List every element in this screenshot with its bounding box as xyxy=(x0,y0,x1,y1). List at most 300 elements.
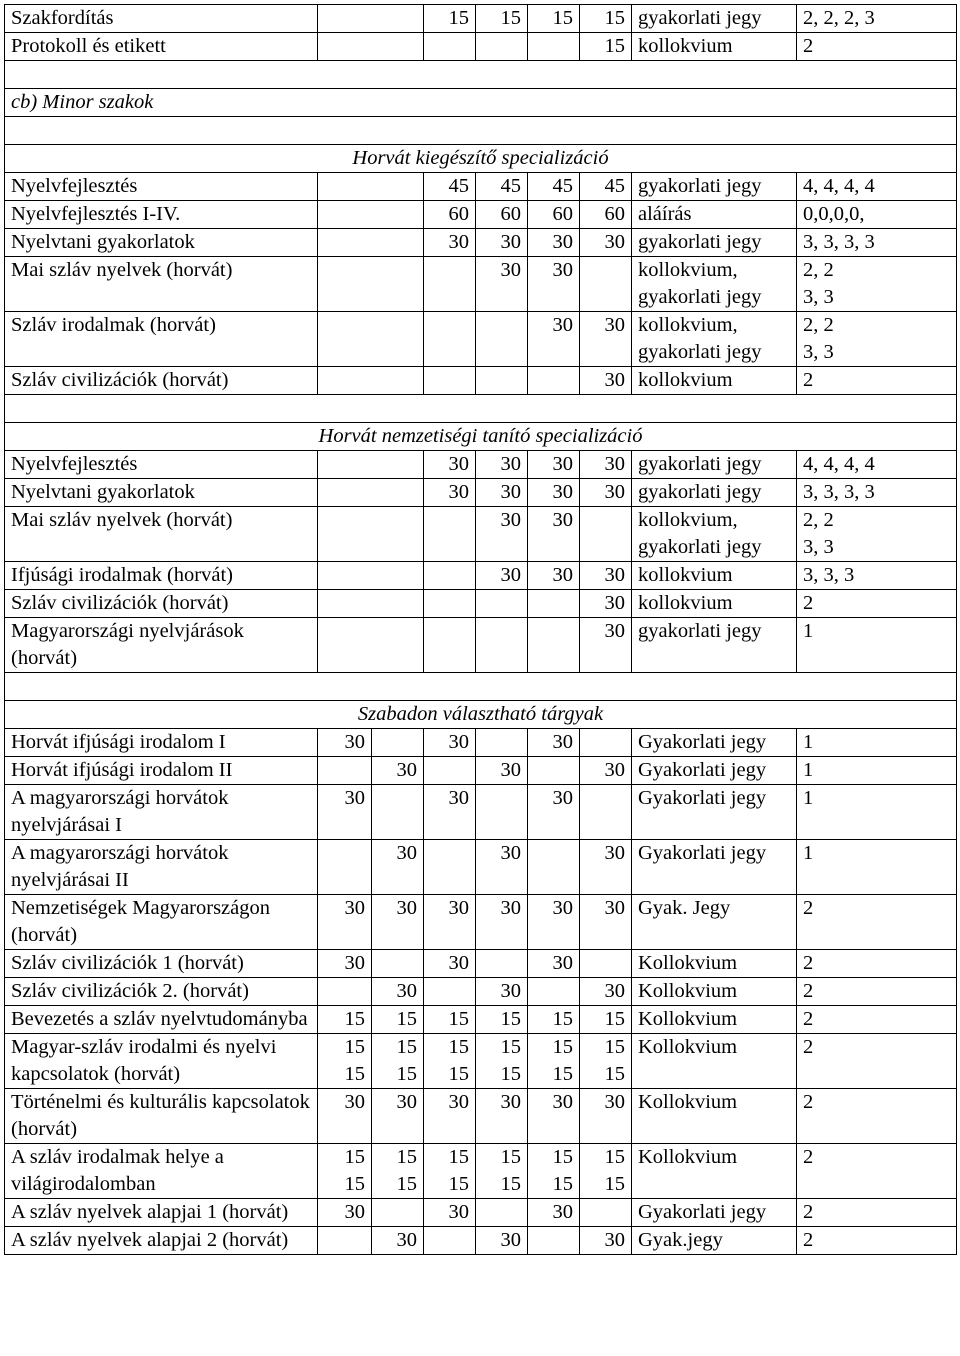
spacer-cell xyxy=(5,395,957,423)
exam-type xyxy=(632,1227,797,1255)
credits xyxy=(797,5,957,33)
credits-line: 3, 3, 3 xyxy=(803,564,855,586)
exam-type-line: Gyakorlati jegy xyxy=(638,787,767,809)
exam-type-line: kollokvium xyxy=(638,592,733,614)
course-row xyxy=(5,1089,957,1144)
course-row xyxy=(5,729,957,757)
hours-cell: 30 xyxy=(580,978,632,1006)
hours-cell xyxy=(528,367,580,395)
hours-cell: 30 xyxy=(424,1089,476,1144)
credits xyxy=(797,201,957,229)
hours-cell: 30 xyxy=(528,229,580,257)
hours-cell: 30 xyxy=(580,1089,632,1144)
hours-cell: 15 15 xyxy=(424,1034,476,1089)
exam-type-line: gyakorlati jegy xyxy=(638,286,762,308)
credits-line: 2 xyxy=(803,1229,814,1251)
credits-line: 2 xyxy=(803,980,814,1002)
hours-cell: 30 xyxy=(318,1089,372,1144)
course-row xyxy=(5,201,957,229)
exam-type xyxy=(632,479,797,507)
hours-cell: 15 15 xyxy=(424,1144,476,1199)
hours-cell: 30 xyxy=(528,257,580,312)
credits xyxy=(797,1034,957,1089)
credits-line: 2 xyxy=(803,1146,814,1168)
hours-cell: 30 xyxy=(476,1227,528,1255)
hours-cell xyxy=(424,840,476,895)
hours-cell: 45 xyxy=(424,173,476,201)
exam-type-line: Kollokvium xyxy=(638,1008,738,1030)
course-row xyxy=(5,257,957,312)
course-name: Nemzetiségek Magyarországon (horvát) xyxy=(5,895,318,950)
credits-line: 1 xyxy=(803,787,814,809)
hours-cell: 30 xyxy=(528,507,580,562)
credits-line: 2 xyxy=(803,369,814,391)
hours-cell: 15 15 xyxy=(372,1144,424,1199)
hours-cell: 30 xyxy=(424,229,476,257)
empty-cell xyxy=(318,367,424,395)
section-header-row xyxy=(5,701,957,729)
hours-cell: 30 xyxy=(580,1227,632,1255)
section-header: Horvát nemzetiségi tanító specializáció xyxy=(5,423,957,451)
course-name: Nyelvtani gyakorlatok xyxy=(5,229,318,257)
hours-cell: 15 15 xyxy=(318,1144,372,1199)
credits-line: 0,0,0,0, xyxy=(803,203,865,225)
hours-cell: 30 xyxy=(528,1089,580,1144)
hours-cell xyxy=(528,590,580,618)
exam-type xyxy=(632,312,797,367)
credits-line: 3, 3, 3, 3 xyxy=(803,231,875,253)
hours-cell: 30 xyxy=(580,451,632,479)
credits-line: 2 xyxy=(803,1008,814,1030)
exam-type-line: kollokvium, xyxy=(638,314,738,336)
course-row xyxy=(5,367,957,395)
exam-type-line: gyakorlati jegy xyxy=(638,536,762,558)
hours-cell xyxy=(476,367,528,395)
empty-cell xyxy=(318,507,424,562)
hours-cell xyxy=(424,757,476,785)
course-row xyxy=(5,33,957,61)
credits-line: 2 xyxy=(803,952,814,974)
credits xyxy=(797,1089,957,1144)
course-name: A szláv nyelvek alapjai 1 (horvát) xyxy=(5,1199,318,1227)
credits-line: 4, 4, 4, 4 xyxy=(803,453,875,475)
hours-cell xyxy=(424,562,476,590)
hours-cell: 30 xyxy=(318,895,372,950)
credits xyxy=(797,590,957,618)
hours-cell: 30 xyxy=(476,757,528,785)
course-name: Szláv irodalmak (horvát) xyxy=(5,312,318,367)
hours-cell: 30 xyxy=(528,950,580,978)
hours-cell xyxy=(318,840,372,895)
credits xyxy=(797,1227,957,1255)
hours-cell xyxy=(476,33,528,61)
hours-cell: 15 xyxy=(528,5,580,33)
credits-line: 2, 2, 2, 3 xyxy=(803,7,875,29)
hours-cell: 15 xyxy=(372,1006,424,1034)
hours-cell: 30 xyxy=(580,562,632,590)
hours-cell: 30 xyxy=(318,785,372,840)
hours-cell xyxy=(424,507,476,562)
exam-type xyxy=(632,590,797,618)
hours-cell xyxy=(318,1227,372,1255)
course-name: Nyelvfejlesztés xyxy=(5,451,318,479)
exam-type xyxy=(632,507,797,562)
hours-cell: 30 xyxy=(424,785,476,840)
exam-type-line: Kollokvium xyxy=(638,952,738,974)
hours-cell xyxy=(372,785,424,840)
exam-type-line: gyakorlati jegy xyxy=(638,453,762,475)
hours-cell: 30 xyxy=(424,895,476,950)
exam-type xyxy=(632,201,797,229)
hours-cell xyxy=(318,978,372,1006)
hours-cell xyxy=(424,978,476,1006)
credits-line: 1 xyxy=(803,620,814,642)
credits xyxy=(797,785,957,840)
course-name: Szláv civilizációk (horvát) xyxy=(5,367,318,395)
empty-cell xyxy=(318,33,424,61)
hours-cell: 15 xyxy=(528,1006,580,1034)
course-name: Bevezetés a szláv nyelvtudományba xyxy=(5,1006,318,1034)
exam-type xyxy=(632,1006,797,1034)
credits xyxy=(797,257,957,312)
hours-cell xyxy=(476,618,528,673)
hours-cell: 30 xyxy=(372,1089,424,1144)
course-name: Ifjúsági irodalmak (horvát) xyxy=(5,562,318,590)
exam-type xyxy=(632,367,797,395)
exam-type-line: Gyakorlati jegy xyxy=(638,759,767,781)
hours-cell xyxy=(580,729,632,757)
credits-line: 2 xyxy=(803,592,814,614)
empty-cell xyxy=(318,618,424,673)
hours-cell xyxy=(528,33,580,61)
hours-cell: 30 xyxy=(528,895,580,950)
credits-line: 4, 4, 4, 4 xyxy=(803,175,875,197)
hours-cell: 30 xyxy=(580,479,632,507)
hours-cell xyxy=(476,590,528,618)
course-row xyxy=(5,618,957,673)
credits xyxy=(797,950,957,978)
hours-cell: 15 xyxy=(580,33,632,61)
hours-cell xyxy=(528,618,580,673)
credits xyxy=(797,562,957,590)
hours-cell: 15 15 xyxy=(476,1034,528,1089)
hours-cell xyxy=(580,1199,632,1227)
exam-type xyxy=(632,257,797,312)
credits xyxy=(797,618,957,673)
credits xyxy=(797,367,957,395)
credits-line: 1 xyxy=(803,842,814,864)
exam-type-line: gyakorlati jegy xyxy=(638,231,762,253)
hours-cell xyxy=(424,33,476,61)
credits xyxy=(797,479,957,507)
exam-type xyxy=(632,1144,797,1199)
hours-cell: 30 xyxy=(424,729,476,757)
spacer-row xyxy=(5,61,957,89)
hours-cell xyxy=(528,1227,580,1255)
course-row xyxy=(5,312,957,367)
subsection-title-row xyxy=(5,89,957,117)
course-name: Mai szláv nyelvek (horvát) xyxy=(5,257,318,312)
exam-type xyxy=(632,978,797,1006)
course-name: Magyarországi nyelvjárások (horvát) xyxy=(5,618,318,673)
course-row xyxy=(5,757,957,785)
course-row xyxy=(5,507,957,562)
hours-cell: 30 xyxy=(476,895,528,950)
hours-cell: 15 xyxy=(424,5,476,33)
hours-cell xyxy=(476,1199,528,1227)
exam-type-line: gyakorlati jegy xyxy=(638,175,762,197)
hours-cell: 30 xyxy=(424,1199,476,1227)
hours-cell xyxy=(372,950,424,978)
empty-cell xyxy=(318,229,424,257)
course-row xyxy=(5,451,957,479)
course-row xyxy=(5,229,957,257)
hours-cell: 30 xyxy=(476,840,528,895)
empty-cell xyxy=(318,451,424,479)
hours-cell: 15 15 xyxy=(528,1144,580,1199)
course-row xyxy=(5,950,957,978)
hours-cell: 30 xyxy=(476,1089,528,1144)
empty-cell xyxy=(318,479,424,507)
hours-cell xyxy=(476,312,528,367)
hours-cell xyxy=(372,1199,424,1227)
hours-cell: 15 xyxy=(580,5,632,33)
hours-cell: 30 xyxy=(580,590,632,618)
exam-type-line: Gyakorlati jegy xyxy=(638,731,767,753)
credits xyxy=(797,1199,957,1227)
credits xyxy=(797,978,957,1006)
course-name: Szláv civilizációk 2. (horvát) xyxy=(5,978,318,1006)
exam-type xyxy=(632,33,797,61)
hours-cell: 30 xyxy=(528,479,580,507)
empty-cell xyxy=(318,562,424,590)
course-row xyxy=(5,1034,957,1089)
credits-line: 3, 3 xyxy=(803,286,834,308)
hours-cell: 30 xyxy=(476,451,528,479)
credits xyxy=(797,757,957,785)
exam-type-line: Gyak.jegy xyxy=(638,1229,723,1251)
hours-cell: 30 xyxy=(476,479,528,507)
hours-cell: 30 xyxy=(580,618,632,673)
course-name: Horvát ifjúsági irodalom I xyxy=(5,729,318,757)
exam-type-line: aláírás xyxy=(638,203,692,225)
exam-type xyxy=(632,562,797,590)
exam-type-line: Gyakorlati jegy xyxy=(638,1201,767,1223)
hours-cell: 30 xyxy=(580,229,632,257)
course-name: Mai szláv nyelvek (horvát) xyxy=(5,507,318,562)
hours-cell: 30 xyxy=(528,451,580,479)
exam-type xyxy=(632,1034,797,1089)
course-name: Szakfordítás xyxy=(5,5,318,33)
credits xyxy=(797,312,957,367)
hours-cell xyxy=(580,950,632,978)
hours-cell: 15 xyxy=(580,1006,632,1034)
exam-type-line: kollokvium, xyxy=(638,509,738,531)
exam-type xyxy=(632,618,797,673)
hours-cell: 15 15 xyxy=(372,1034,424,1089)
credits-line: 3, 3 xyxy=(803,341,834,363)
hours-cell: 30 xyxy=(372,895,424,950)
credits-line: 2, 2 xyxy=(803,314,834,336)
exam-type-line: gyakorlati jegy xyxy=(638,481,762,503)
course-row xyxy=(5,895,957,950)
hours-cell: 30 xyxy=(424,950,476,978)
exam-type-line: kollokvium xyxy=(638,564,733,586)
hours-cell: 30 xyxy=(476,229,528,257)
empty-cell xyxy=(318,201,424,229)
hours-cell: 30 xyxy=(476,507,528,562)
hours-cell: 30 xyxy=(528,729,580,757)
credits-line: 2 xyxy=(803,897,814,919)
course-row xyxy=(5,1144,957,1199)
credits xyxy=(797,1144,957,1199)
credits xyxy=(797,173,957,201)
credits-line: 2 xyxy=(803,1091,814,1113)
hours-cell xyxy=(528,978,580,1006)
course-name: Nyelvfejlesztés I-IV. xyxy=(5,201,318,229)
course-name: Szláv civilizációk (horvát) xyxy=(5,590,318,618)
hours-cell: 45 xyxy=(580,173,632,201)
exam-type xyxy=(632,895,797,950)
empty-cell xyxy=(318,312,424,367)
exam-type-line: Kollokvium xyxy=(638,980,738,1002)
course-row xyxy=(5,978,957,1006)
credits xyxy=(797,33,957,61)
course-name: A magyarországi horvátok nyelvjárásai I xyxy=(5,785,318,840)
spacer-cell xyxy=(5,673,957,701)
exam-type-line: Kollokvium xyxy=(638,1036,738,1058)
hours-cell: 30 xyxy=(318,1199,372,1227)
hours-cell: 30 xyxy=(580,895,632,950)
hours-cell xyxy=(424,618,476,673)
hours-cell: 30 xyxy=(372,840,424,895)
hours-cell: 60 xyxy=(476,201,528,229)
exam-type xyxy=(632,840,797,895)
empty-cell xyxy=(318,5,424,33)
section-header-row xyxy=(5,145,957,173)
spacer-row xyxy=(5,673,957,701)
empty-cell xyxy=(318,257,424,312)
course-name: Horvát ifjúsági irodalom II xyxy=(5,757,318,785)
exam-type-line: gyakorlati jegy xyxy=(638,620,762,642)
credits xyxy=(797,895,957,950)
spacer-row xyxy=(5,395,957,423)
hours-cell: 30 xyxy=(372,757,424,785)
spacer-cell xyxy=(5,117,957,145)
course-row xyxy=(5,1199,957,1227)
hours-cell xyxy=(580,257,632,312)
subsection-title: cb) Minor szakok xyxy=(5,89,957,117)
exam-type xyxy=(632,173,797,201)
exam-type xyxy=(632,451,797,479)
hours-cell: 15 xyxy=(424,1006,476,1034)
course-row xyxy=(5,785,957,840)
hours-cell xyxy=(424,367,476,395)
exam-type-line: Kollokvium xyxy=(638,1146,738,1168)
hours-cell xyxy=(318,757,372,785)
course-row xyxy=(5,479,957,507)
hours-cell: 60 xyxy=(424,201,476,229)
hours-cell xyxy=(372,729,424,757)
hours-cell: 30 xyxy=(424,451,476,479)
exam-type-line: kollokvium xyxy=(638,35,733,57)
exam-type xyxy=(632,229,797,257)
hours-cell xyxy=(476,950,528,978)
hours-cell xyxy=(476,785,528,840)
exam-type xyxy=(632,757,797,785)
course-row xyxy=(5,1006,957,1034)
exam-type-line: gyakorlati jegy xyxy=(638,341,762,363)
course-name: Nyelvfejlesztés xyxy=(5,173,318,201)
hours-cell: 30 xyxy=(528,1199,580,1227)
exam-type xyxy=(632,5,797,33)
hours-cell xyxy=(528,757,580,785)
section-header: Szabadon választható tárgyak xyxy=(5,701,957,729)
hours-cell: 45 xyxy=(528,173,580,201)
credits xyxy=(797,507,957,562)
course-name: Nyelvtani gyakorlatok xyxy=(5,479,318,507)
course-row xyxy=(5,1227,957,1255)
exam-type-line: Gyakorlati jegy xyxy=(638,842,767,864)
hours-cell: 30 xyxy=(528,785,580,840)
credits xyxy=(797,1006,957,1034)
spacer-row xyxy=(5,117,957,145)
credits xyxy=(797,451,957,479)
hours-cell: 15 15 xyxy=(476,1144,528,1199)
empty-cell xyxy=(318,590,424,618)
hours-cell: 30 xyxy=(424,479,476,507)
hours-cell: 60 xyxy=(528,201,580,229)
exam-type-line: kollokvium, xyxy=(638,259,738,281)
hours-cell: 15 15 xyxy=(318,1034,372,1089)
hours-cell xyxy=(424,257,476,312)
hours-cell: 30 xyxy=(318,950,372,978)
empty-cell xyxy=(318,173,424,201)
hours-cell: 15 15 xyxy=(580,1144,632,1199)
hours-cell: 15 xyxy=(318,1006,372,1034)
course-name: Magyar-szláv irodalmi és nyelvi kapcsolatok (horvát) xyxy=(5,1034,318,1089)
hours-cell xyxy=(528,840,580,895)
credits-line: 1 xyxy=(803,759,814,781)
credits-line: 3, 3 xyxy=(803,536,834,558)
hours-cell: 30 xyxy=(528,562,580,590)
hours-cell: 30 xyxy=(476,562,528,590)
hours-cell: 30 xyxy=(580,840,632,895)
hours-cell: 30 xyxy=(580,367,632,395)
hours-cell: 15 xyxy=(476,5,528,33)
credits-line: 2, 2 xyxy=(803,259,834,281)
course-name: Protokoll és etikett xyxy=(5,33,318,61)
hours-cell: 30 xyxy=(580,757,632,785)
exam-type xyxy=(632,950,797,978)
credits-line: 1 xyxy=(803,731,814,753)
exam-type xyxy=(632,785,797,840)
credits-line: 3, 3, 3, 3 xyxy=(803,481,875,503)
course-name: Szláv civilizációk 1 (horvát) xyxy=(5,950,318,978)
hours-cell: 30 xyxy=(372,1227,424,1255)
course-row xyxy=(5,562,957,590)
credits xyxy=(797,229,957,257)
exam-type xyxy=(632,729,797,757)
exam-type-line: Kollokvium xyxy=(638,1091,738,1113)
hours-cell: 30 xyxy=(372,978,424,1006)
hours-cell xyxy=(580,785,632,840)
course-name: A magyarországi horvátok nyelvjárásai II xyxy=(5,840,318,895)
hours-cell: 15 15 xyxy=(528,1034,580,1089)
hours-cell xyxy=(424,312,476,367)
hours-cell: 30 xyxy=(476,978,528,1006)
credits-line: 2 xyxy=(803,35,814,57)
